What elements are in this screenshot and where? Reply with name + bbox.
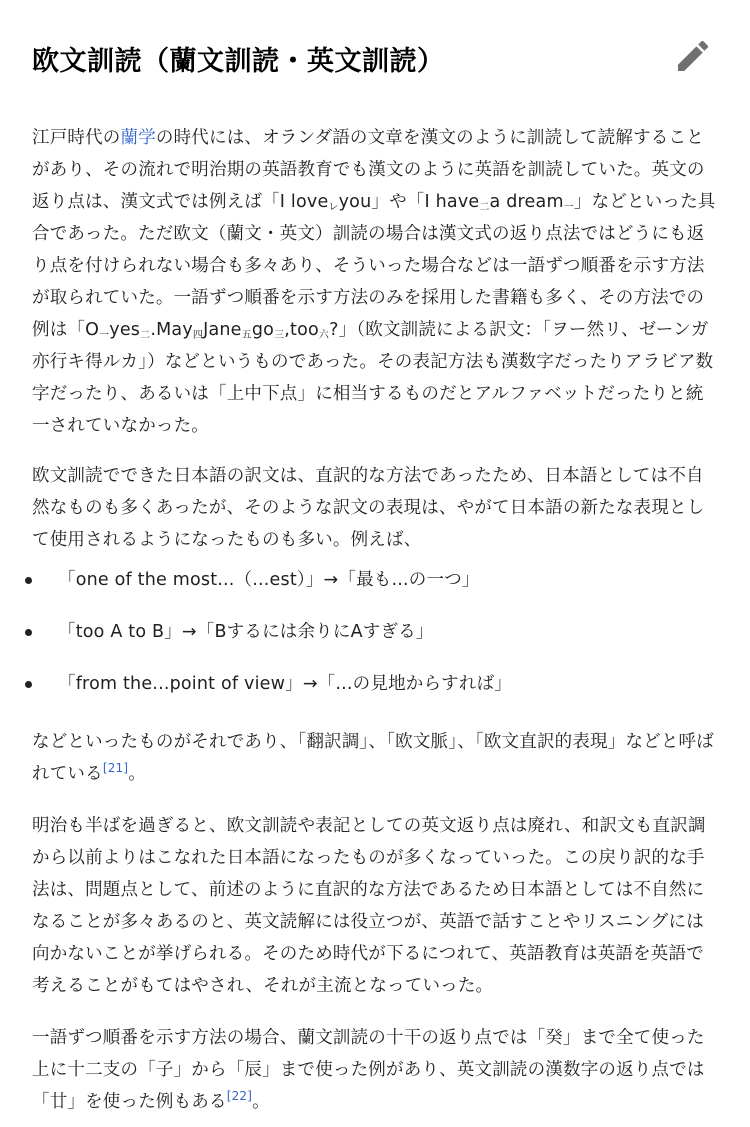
p1-text-a: 江戸時代の (32, 128, 121, 148)
p1-text-f: yes (109, 320, 141, 340)
article-content (32, 122, 720, 1118)
p1-text-g: .May (150, 320, 193, 340)
p1-text-b: の時代には、オランダ語の文章を漢文のように訓読して読解することがあり、その流れで明治期の英語教育でも漢文のように英語を訓読していた。英文の返り点は、漢文式では例えば「I love (32, 128, 705, 212)
order-mark-5: 五 (241, 330, 252, 341)
order-mark-2: 二 (140, 330, 151, 341)
p1-text-j: ,too (284, 320, 319, 340)
paragraph-5 (32, 1022, 720, 1118)
section-heading: 欧文訓読（蘭文訓読・英文訓読） (32, 46, 445, 78)
p1-text-c: you」や「I have (338, 192, 480, 212)
kaeriten-re: レ (328, 202, 339, 213)
kaeriten-ichi: 一 (563, 202, 574, 213)
list-item (32, 668, 720, 720)
order-mark-1: 一 (99, 330, 110, 341)
bullet-icon (25, 577, 32, 584)
kaeriten-ni: 二 (479, 202, 490, 213)
list-item-text: 「from the...point of view」→「...の見地からすれば」 (58, 674, 512, 694)
paragraph-4: 明治も半ばを過ぎると、欧文訓読や表記としての英文返り点は廃れ、和訳文も直訳調から以前よりはこなれた日本語になったものが多くなっていった。この戻り訳的な手法は、問題点として、前述のように直訳的な方法であるため日本語としては不自然になることが多々あるのと、英文読解には役立つが、英語で話すことやリスニングには向かないことが挙げられる。そのため時代が下るにつれて、英語教育は英語を英語で考えることがもてはやされ、それが主流となっていった。 (32, 816, 706, 996)
paragraph-3 (32, 726, 720, 790)
paragraph-2: 欧文訓読でできた日本語の訳文は、直訳的な方法であったため、日本語としては不自然なものも多くあったが、そのような訳文の表現は、やがて日本語の新たな表現として使用されるようになったものも多い。例えば、 (32, 466, 705, 550)
order-mark-6: 六 (318, 330, 330, 341)
p3-text: などといったものがそれであり、「翻訳調」、「欧文脈」、「欧文直訳的表現」などと呼ばれている (32, 732, 714, 784)
reference-21[interactable]: [21] (102, 761, 129, 776)
p1-text-k: ?」（欧文訓読による訳文：「ヲー然リ、ゼーンガ亦行キ得ルカ」）などというものであった。その表記方法も漢数字だったりアラビア数字だったり、あるいは「上中下点」に相当するものだとアルファベットだったりと統一されていなかった。 (32, 320, 714, 436)
list-item (32, 616, 720, 668)
p1-text-d: a dream (489, 192, 564, 212)
link-rangaku[interactable]: 蘭学 (120, 128, 156, 148)
p1-text-h: Jane (203, 320, 242, 340)
bullet-icon (25, 681, 32, 688)
reference-22[interactable]: [22] (226, 1089, 253, 1104)
bullet-icon (25, 629, 32, 636)
examples-list (32, 564, 720, 720)
p1-text-i: go (251, 320, 275, 340)
p1-text-e: 」などといった具合であった。ただ欧文（蘭文・英文）訓読の場合は漢文式の返り点法ではどうにも返り点を付けられない場合も多々あり、そういった場合などは一語ずつ順番を示す方法が取られていた。一語ずつ順番を示す方法のみを採用した書籍も多く、その方法での例は「O (32, 192, 716, 340)
paragraph-1 (32, 122, 720, 442)
p5-end: 。 (252, 1092, 270, 1112)
pencil-icon[interactable] (673, 36, 713, 76)
p3-end: 。 (128, 764, 146, 784)
list-item-text: 「too A to B」→「Bするには余りにAすぎる」 (58, 622, 434, 642)
list-item (32, 564, 720, 616)
order-mark-4: 四 (192, 330, 204, 341)
list-item-text: 「one of the most...（...est）」→「最も...の一つ」 (58, 570, 480, 590)
p5-text: 一語ずつ順番を示す方法の場合、蘭文訓読の十干の返り点では「癸」まで全て使った上に十二支の「子」から「辰」まで使った例があり、英文訓読の漢数字の返り点では「廿」を使った例もある (32, 1028, 705, 1112)
order-mark-3: 三 (274, 330, 285, 341)
